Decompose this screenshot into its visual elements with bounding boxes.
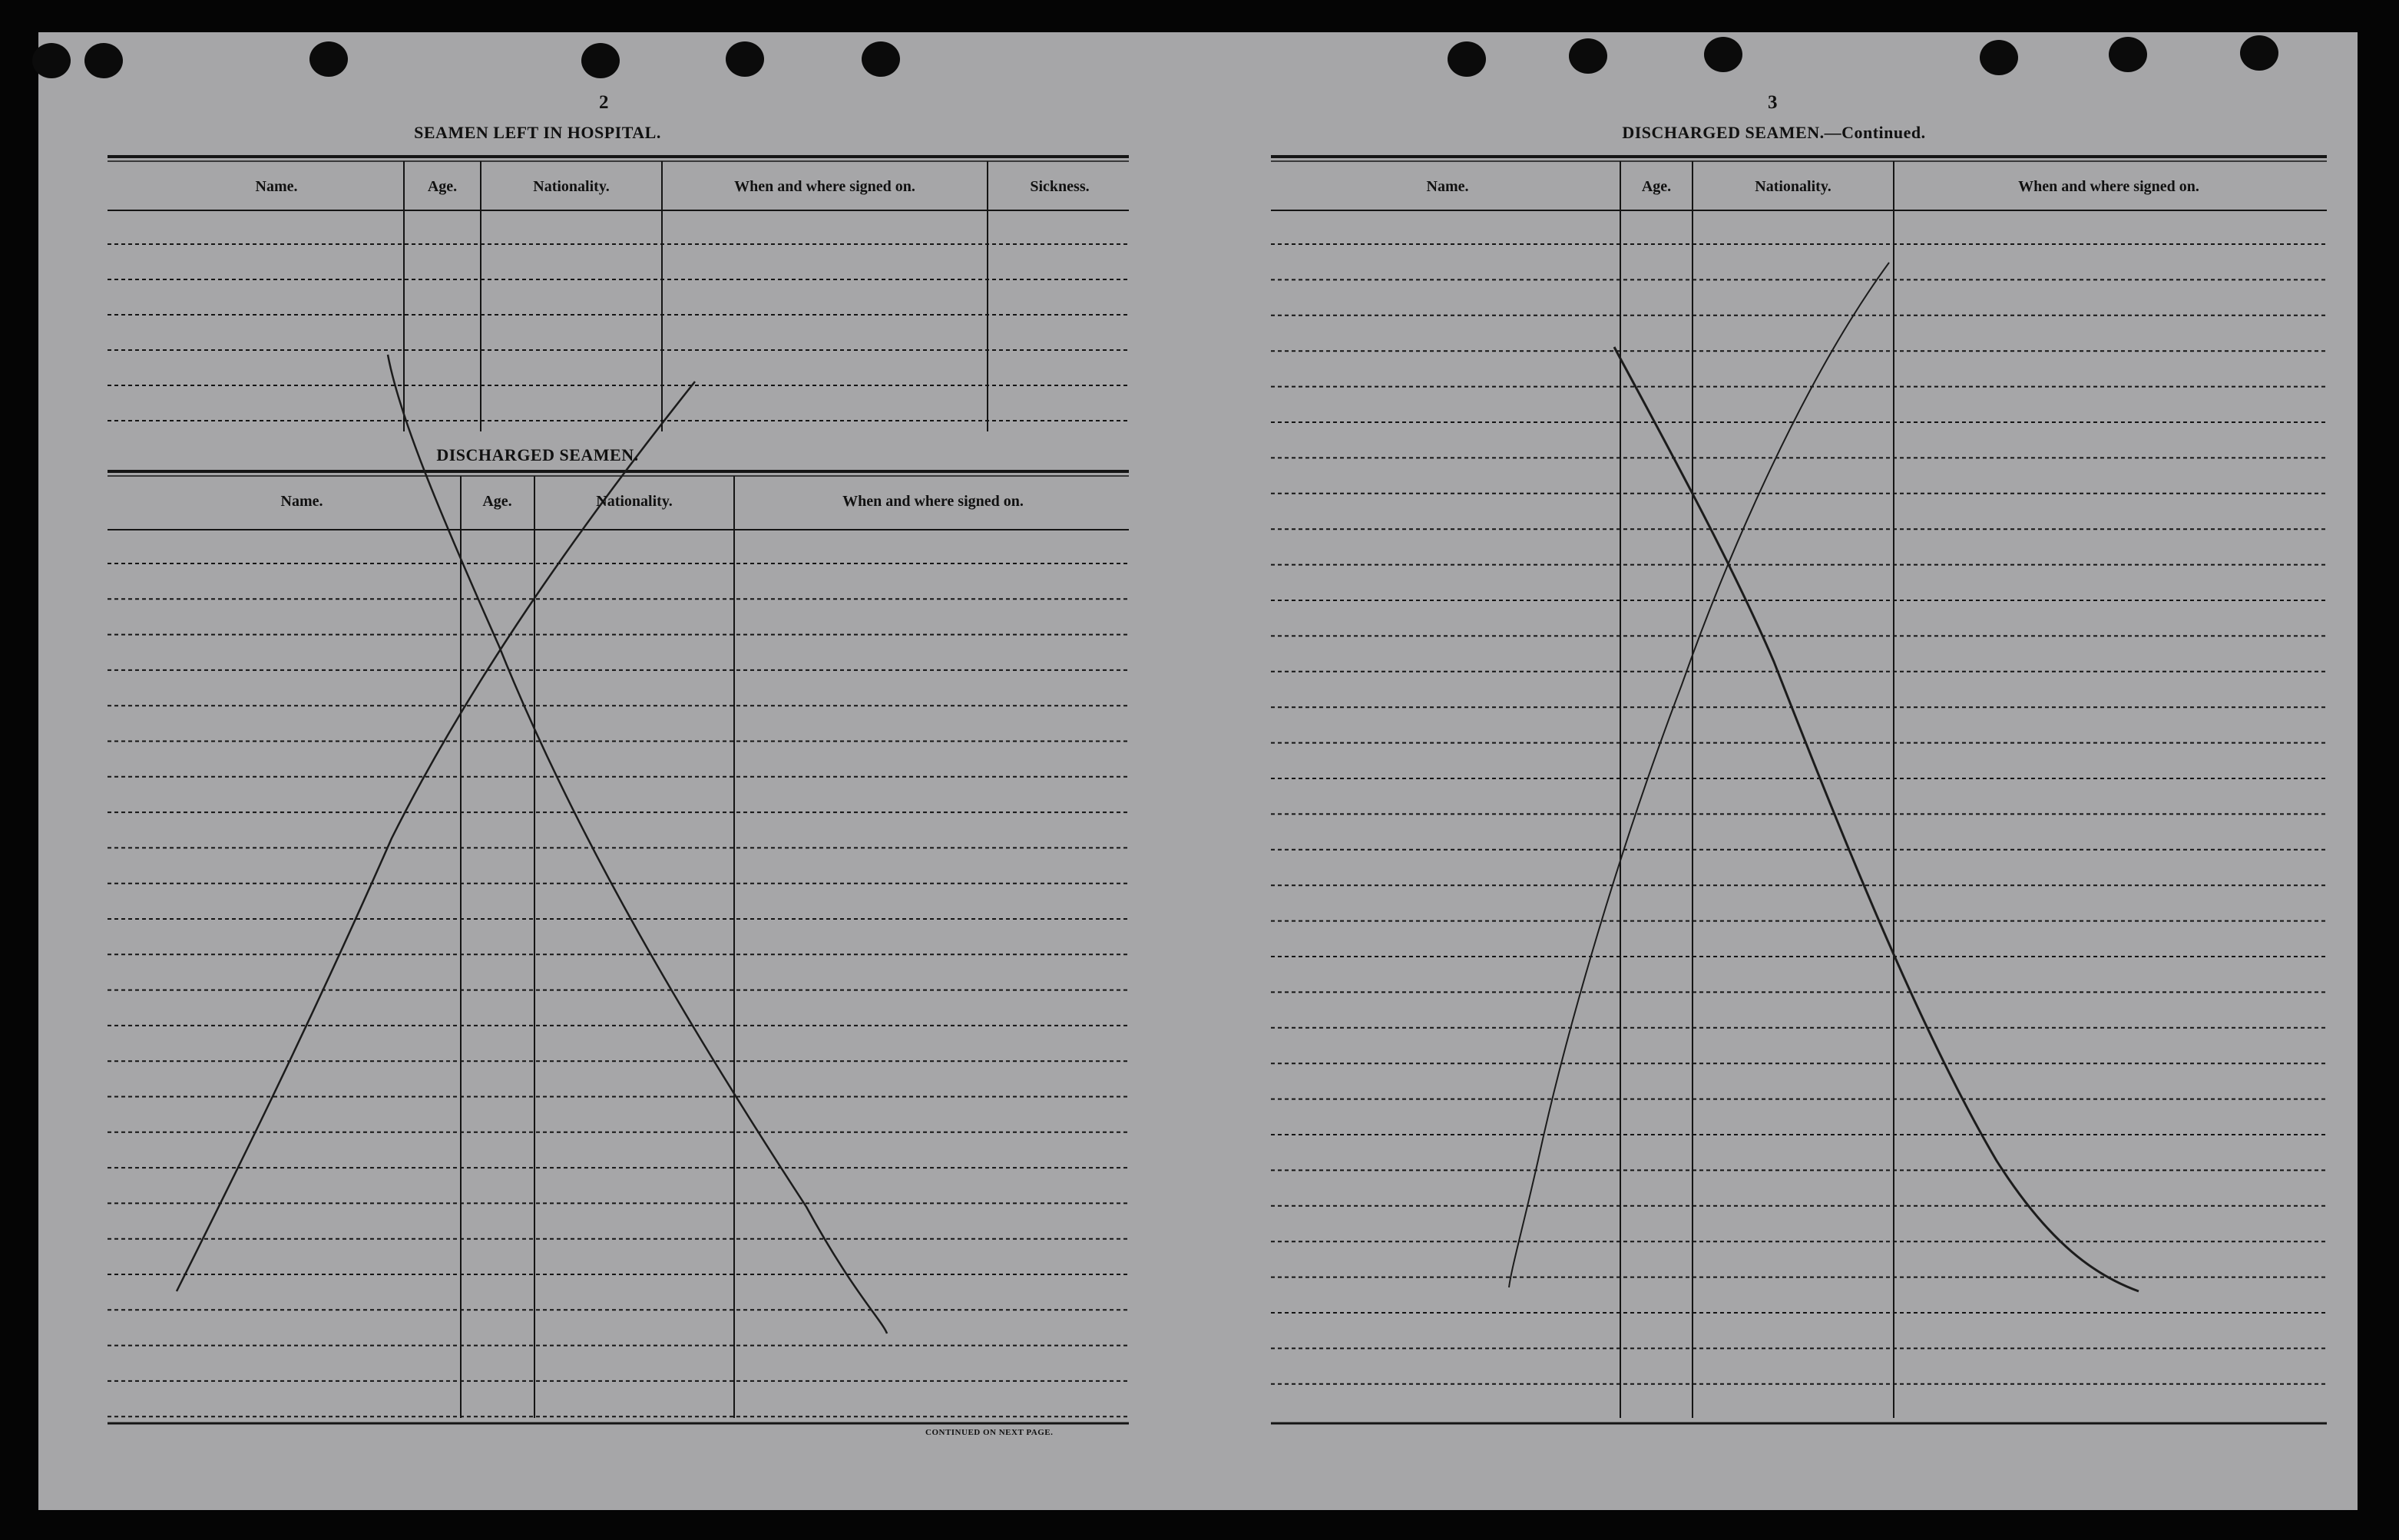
continued-col-nationality: Nationality.	[1755, 178, 1832, 195]
left-page-number: 2	[599, 92, 609, 113]
discharged-section-title: DISCHARGED SEAMEN.	[436, 445, 639, 464]
ruled-form-lines	[38, 32, 2358, 1510]
hospital-col-age: Age.	[427, 178, 458, 195]
hospital-section-title: SEAMEN LEFT IN HOSPITAL.	[414, 123, 661, 142]
ink-cross-stroke	[1509, 263, 1889, 1287]
hospital-col-signed-on: When and where signed on.	[734, 178, 915, 195]
continued-note: CONTINUED ON NEXT PAGE.	[925, 1428, 1054, 1437]
hospital-col-name: Name.	[255, 178, 298, 195]
continued-col-age: Age.	[1641, 178, 1672, 195]
manifest-sheet	[38, 32, 2358, 1510]
hospital-col-nationality: Nationality.	[533, 178, 610, 195]
right-page-number: 3	[1768, 92, 1778, 113]
discharged-col-signed-on: When and where signed on.	[842, 493, 1024, 510]
continued-col-signed-on: When and where signed on.	[2018, 178, 2199, 195]
discharged-col-nationality: Nationality.	[596, 493, 673, 510]
continued-col-name: Name.	[1426, 178, 1469, 195]
ink-cross-stroke	[177, 382, 695, 1291]
discharged-continued-title: DISCHARGED SEAMEN.—Continued.	[1622, 123, 1926, 142]
hospital-col-sickness: Sickness.	[1030, 178, 1090, 195]
discharged-col-age: Age.	[482, 493, 512, 510]
discharged-col-name: Name.	[280, 493, 323, 510]
